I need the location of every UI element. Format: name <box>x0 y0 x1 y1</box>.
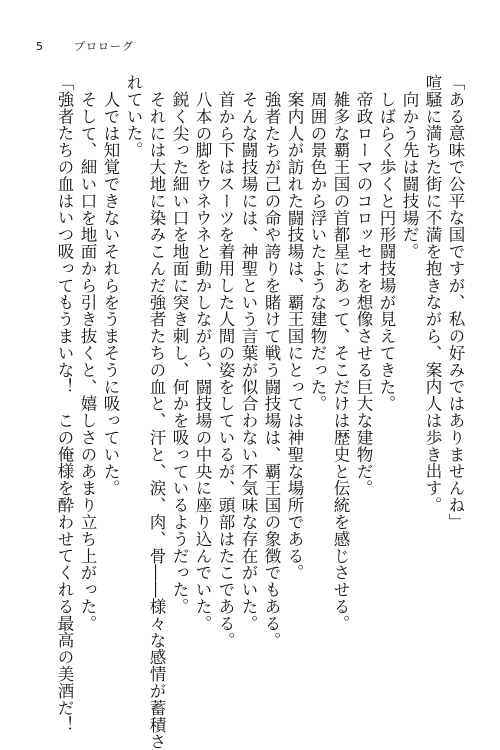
running-header <box>36 38 134 54</box>
text-line: 向かう先は闘技場だ。 <box>400 90 419 260</box>
text-line: 「ある意味で公平な国ですが、私の好みではありませんね」 <box>446 74 465 531</box>
page-number: 5 <box>36 40 44 53</box>
text-line: そんな闘技場には、神聖という言葉が似合わない不気味な存在がいた。 <box>239 90 258 632</box>
text-line: 鋭く尖った細い口を地面に突き刺し、何かを吸っているようだった。 <box>170 90 189 615</box>
text-line: 首から下はスーツを着用した人間の姿をしているが、頭部はたこである。 <box>216 90 235 649</box>
chapter-title: プロローグ <box>74 40 134 53</box>
text-line: 雑多な覇王国の首都星にあって、そこだけは歴史と伝統を感じさせる。 <box>331 90 350 632</box>
text-line: そして、細い口を地面から引き抜くと、嬉しさのあまり立ち上がった。 <box>78 90 97 632</box>
text-line: 帝政ローマのコロッセオを想像させる巨大な建物だ。 <box>354 90 373 497</box>
text-line: しばらく歩くと円形闘技場が見えてきた。 <box>377 90 396 412</box>
text-line: 周囲の景色から浮いたような建物だった。 <box>308 90 327 412</box>
text-line: れていた。 <box>124 74 143 159</box>
text-line: 喧騒に満ちた街に不満を抱きながら、案内人は歩き出す。 <box>423 74 442 514</box>
text-line: 「強者たちの血はいつ吸ってもうまいな！ この俺様を酔わせてくれる最高の美酒だ！ <box>55 74 74 734</box>
text-line: 人では知覚できないそれらをうまそうに吸っていた。 <box>101 90 120 497</box>
text-line: 八本の脚をウネウネと動かしながら、闘技場の中央に座り込んでいた。 <box>193 90 212 632</box>
text-line: 強者たちが己の命や誇りを賭けて戦う闘技場は、覇王国の象徴でもある。 <box>262 90 281 649</box>
body-text <box>53 74 467 750</box>
text-line: それには大地に染みこんだ強者たちの血と、汗と、涙、肉、骨――様々な感情が蓄積さ <box>147 90 166 750</box>
text-line: 案内人が訪れた闘技場は、覇王国にとっては神聖な場所である。 <box>285 90 304 581</box>
